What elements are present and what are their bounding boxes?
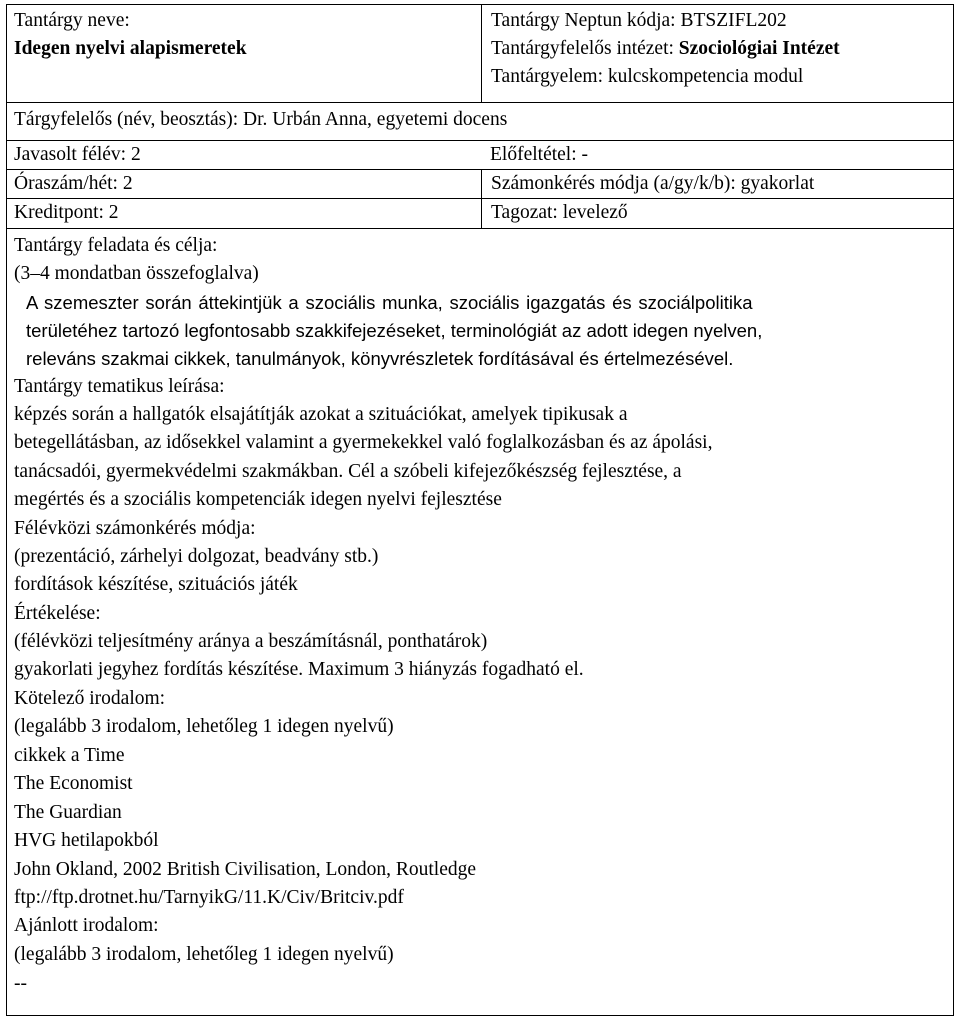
midterm-label: Félévközi számonkérés módja: [14, 518, 256, 539]
header-row [7, 5, 953, 103]
study-mode: Tagozat: levelező [491, 202, 628, 223]
evaluation-value: gyakorlati jegyhez fordítás készítése. Maximum 3 hiányzás fogadható el. [14, 659, 584, 680]
aim-hint: (3–4 mondatban összefoglalva) [14, 263, 259, 284]
required-literature-item: The Economist [14, 773, 133, 794]
prerequisite-cell [481, 141, 953, 169]
assessment-type: Számonkérés módja (a/gy/k/b): gyakorlat [491, 173, 815, 194]
aim-line: A szemeszter során áttekintjük a szociális munka, szociális igazgatás és szociálpolitika [26, 292, 753, 313]
evaluation-hint: (félévközi teljesítmény aránya a beszámításnál, ponthatárok) [14, 631, 488, 652]
course-meta-cell [481, 5, 953, 102]
course-name-cell [7, 5, 481, 102]
prerequisite: Előfeltétel: - [490, 144, 588, 165]
thematic-line: tanácsadói, gyermekvédelmi szakmákban. Cél a szóbeli kifejezőkészség fejlesztése, a [14, 461, 682, 482]
weekly-hours: Óraszám/hét: 2 [14, 173, 133, 194]
semester-row [7, 141, 953, 170]
course-responsible: Tárgyfelelős (név, beosztás): Dr. Urbán Anna, egyetemi docens [14, 109, 508, 130]
required-literature-item: cikkek a Time [14, 745, 125, 766]
recommended-semester: Javasolt félév: 2 [14, 144, 141, 165]
required-literature-item: John Okland, 2002 British Civilisation, London, Routledge [14, 859, 477, 880]
aim-label: Tantárgy feladata és célja: [14, 235, 218, 256]
evaluation-label: Értékelése: [14, 603, 101, 624]
thematic-line: megértés és a szociális kompetenciák idegen nyelvi fejlesztése [14, 489, 502, 510]
assessment-cell [481, 170, 953, 198]
institute-label: Tantárgyfelelős intézet: [491, 38, 679, 59]
aim-line: területéhez tartozó legfontosabb szakkifejezéseket, terminológiát az adott idegen nyelven, [26, 320, 763, 341]
course-element: Tantárgyelem: kulcskompetencia modul [491, 66, 804, 87]
study-mode-cell [481, 199, 953, 228]
required-literature-hint: (legalább 3 irodalom, lehetőleg 1 idegen nyelvű) [14, 716, 394, 737]
course-name: Idegen nyelvi alapismeretek [14, 38, 247, 59]
responsible-institute [491, 35, 840, 63]
thematic-line: képzés során a hallgatók elsajátítják azokat a szituációkat, amelyek tipikusak a [14, 404, 628, 425]
course-name-label: Tantárgy neve: [14, 10, 130, 31]
credits-row [7, 199, 953, 229]
required-literature-label: Kötelező irodalom: [14, 688, 166, 709]
required-literature-item: The Guardian [14, 802, 122, 823]
midterm-hint: (prezentáció, zárhelyi dolgozat, beadvány stb.) [14, 546, 379, 567]
institute-name: Szociológiai Intézet [678, 38, 840, 59]
midterm-value: fordítások készítése, szituációs játék [14, 574, 298, 595]
credit-points: Kreditpont: 2 [14, 202, 119, 223]
required-literature-item: ftp://ftp.drotnet.hu/TarnyikG/11.K/Civ/Britciv.pdf [14, 887, 404, 908]
aim-line: releváns szakmai cikkek, tanulmányok, könyvrészletek fordításával és értelmezésével. [26, 348, 734, 369]
recommended-literature-hint: (legalább 3 irodalom, lehetőleg 1 idegen nyelvű) [14, 944, 394, 965]
content-cell [7, 229, 953, 1015]
recommended-literature-label: Ajánlott irodalom: [14, 915, 159, 936]
required-literature-item: HVG hetilapokból [14, 830, 159, 851]
hours-row [7, 170, 953, 199]
recommended-literature-value: -- [14, 973, 27, 994]
thematic-label: Tantárgy tematikus leírása: [14, 376, 225, 397]
course-description-form [6, 4, 954, 1016]
neptun-code: Tantárgy Neptun kódja: BTSZIFL202 [491, 10, 787, 31]
responsible-row [7, 103, 953, 141]
thematic-line: betegellátásban, az idősekkel valamint a gyermekekkel való foglalkozásban és az ápolási, [14, 432, 713, 453]
